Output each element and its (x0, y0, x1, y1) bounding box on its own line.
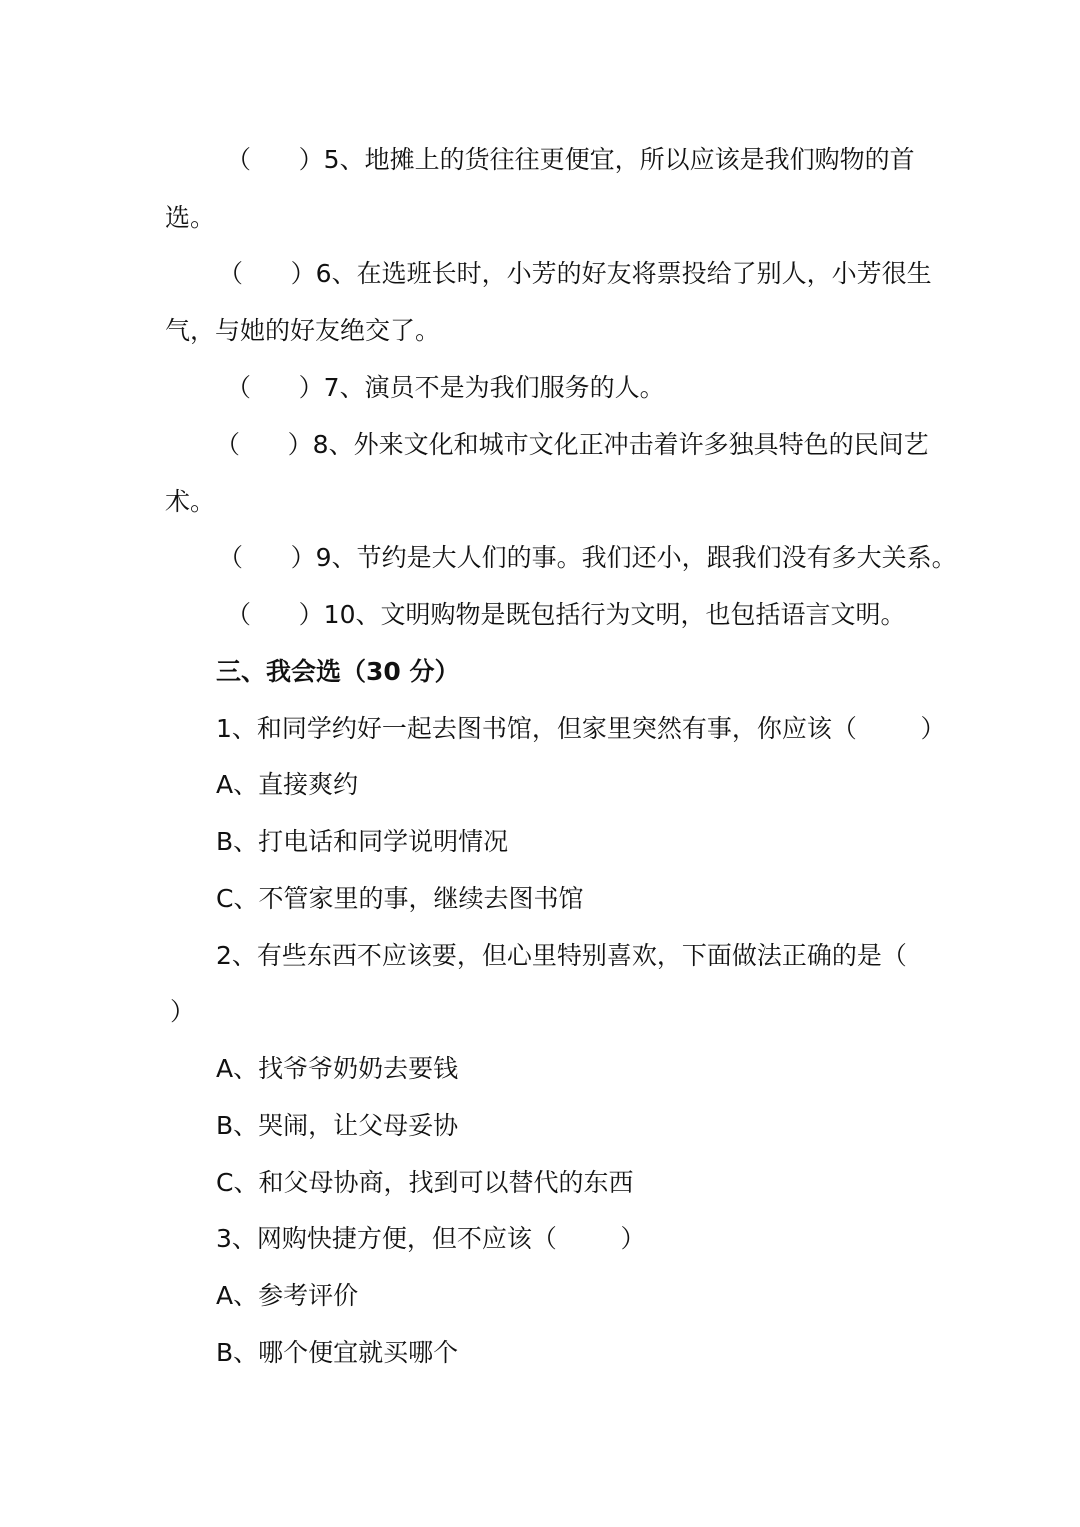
question-1-option-c: C、不管家里的事，继续去图书馆 (216, 884, 584, 913)
question-3-stem: 3、网购快捷方便，但不应该（ ） (216, 1224, 646, 1253)
question-2-option-a: A、找爷爷奶奶去要钱 (216, 1054, 459, 1083)
question-1-stem: 1、和同学约好一起去图书馆，但家里突然有事，你应该（ ） (216, 714, 946, 743)
judgement-item-7: （ ）7、演员不是为我们服务的人。 (226, 373, 665, 402)
judgement-item-8-line2: 术。 (165, 487, 216, 516)
question-3-option-b: B、哪个便宜就买哪个 (216, 1338, 459, 1367)
section-heading: 三、我会选（30 分） (216, 657, 460, 686)
judgement-item-5-line2: 选。 (165, 203, 216, 232)
judgement-item-6-line1: （ ）6、在选班长时，小芳的好友将票投给了别人，小芳很生 (218, 259, 932, 288)
judgement-item-5-line1: （ ）5、地摊上的货往往更便宜，所以应该是我们购物的首 (226, 145, 915, 174)
question-2-stem: 2、有些东西不应该要，但心里特别喜欢，下面做法正确的是（ (216, 941, 907, 970)
question-2-option-c: C、和父母协商，找到可以替代的东西 (216, 1168, 634, 1197)
judgement-item-9: （ ）9、节约是大人们的事。我们还小，跟我们没有多大关系。 (218, 543, 957, 572)
question-2-option-b: B、哭闹，让父母妥协 (216, 1111, 459, 1140)
judgement-item-8-line1: （ ）8、外来文化和城市文化正冲击着许多独具特色的民间艺 (215, 430, 929, 459)
question-1-option-a: A、直接爽约 (216, 770, 359, 799)
question-2-stem-line2: ） (170, 997, 196, 1026)
judgement-item-6-line2: 气，与她的好友绝交了。 (165, 316, 441, 345)
question-1-option-b: B、打电话和同学说明情况 (216, 827, 509, 856)
question-3-option-a: A、参考评价 (216, 1281, 359, 1310)
judgement-item-10: （ ）10、文明购物是既包括行为文明，也包括语言文明。 (226, 600, 906, 629)
